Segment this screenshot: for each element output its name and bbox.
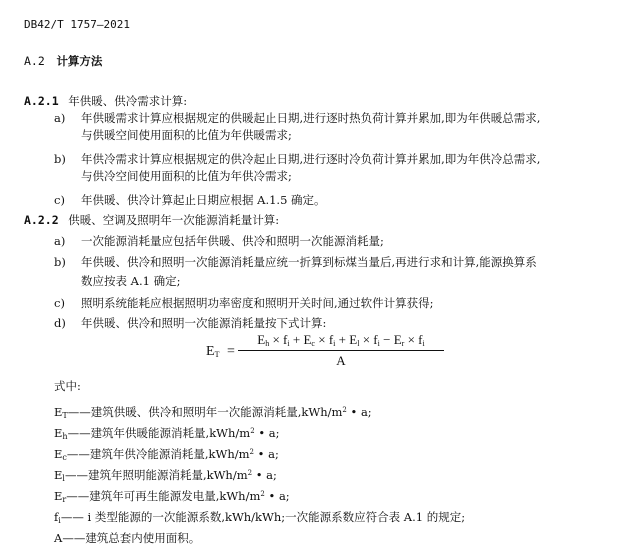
item-label: a): [54, 111, 66, 125]
item-text: 年供暖、供冷和照明一次能源消耗量按下式计算:: [81, 316, 327, 330]
item-text: 年供暖需求计算应根据规定的供暖起止日期,进行逐时热负荷计算并累加,即为年供暖总需求,: [81, 111, 541, 125]
item-text: 与供暖空间使用面积的比值为年供暖需求;: [81, 128, 292, 142]
formula-fraction: [238, 332, 444, 369]
clause-heading-a22: [24, 212, 279, 228]
clause-heading-a21: [24, 93, 187, 109]
item-text: 照明系统能耗应根据照明功率密度和照明开关时间,通过软件计算获得;: [81, 296, 434, 310]
definition-row: $E_h——$建筑年供暖能源消耗量$,kWh/m^2$ • a;: [54, 426, 280, 441]
item-label: d): [54, 316, 66, 330]
item-label: c): [54, 193, 65, 207]
item-label: c): [54, 296, 65, 310]
clause-number: A.2.1: [24, 94, 59, 108]
definition-row: $E_r——$建筑年可再生能源发电量$,kWh/m^2$ • a;: [54, 489, 290, 504]
section-number: A.2: [24, 54, 45, 68]
definition-row: $E_l——$建筑年照明能源消耗量$,kWh/m^2$ • a;: [54, 468, 277, 483]
formula-denominator: A: [336, 353, 346, 368]
item-label: a): [54, 234, 66, 248]
document-code: DB42/T 1757—2021: [24, 18, 130, 31]
item-label: b): [54, 255, 66, 269]
item-text: 一次能源消耗量应包括年供暖、供冷和照明一次能源消耗量;: [81, 234, 384, 248]
definition-row: A——建筑总套内使用面积。: [54, 531, 201, 545]
where-label: 式中:: [54, 379, 81, 393]
formula-lhs: $E_T$ =: [206, 344, 235, 359]
clause-title: 供暖、空调及照明年一次能源消耗量计算:: [68, 213, 280, 227]
item-text: 年供冷需求计算应根据规定的供冷起止日期,进行逐时冷负荷计算并累加,即为年供冷总需求,: [81, 152, 541, 166]
item-text: 年供暖、供冷计算起止日期应根据 A.1.5 确定。: [81, 193, 326, 207]
clause-title: 年供暖、供冷需求计算:: [68, 94, 188, 108]
item-text: 年供暖、供冷和照明一次能源消耗量应统一折算到标煤当量后,再进行求和计算,能源换算系: [81, 255, 537, 269]
formula-numerator: $E_h \times f_i + E_c \times f_i + E_l \times f_i - E_r \times f_i$: [238, 332, 444, 351]
definition-row: $f_i——$ i 类型能源的一次能源系数,kWh/kWh;一次能源系数应符合表 A.1 的规定;: [54, 510, 466, 525]
item-text: 与供冷空间使用面积的比值为年供冷需求;: [81, 169, 292, 183]
item-text: 数应按表 A.1 确定;: [81, 274, 181, 288]
section-title: 计算方法: [56, 54, 103, 68]
definition-row: $E_T——$建筑供暖、供冷和照明年一次能源消耗量$,kWh/m^2$ • a;: [54, 405, 372, 420]
definition-row: $E_c——$建筑年供冷能源消耗量$,kWh/m^2$ • a;: [54, 447, 279, 462]
section-heading: [24, 53, 102, 69]
clause-number: A.2.2: [24, 213, 59, 227]
item-label: b): [54, 152, 66, 166]
